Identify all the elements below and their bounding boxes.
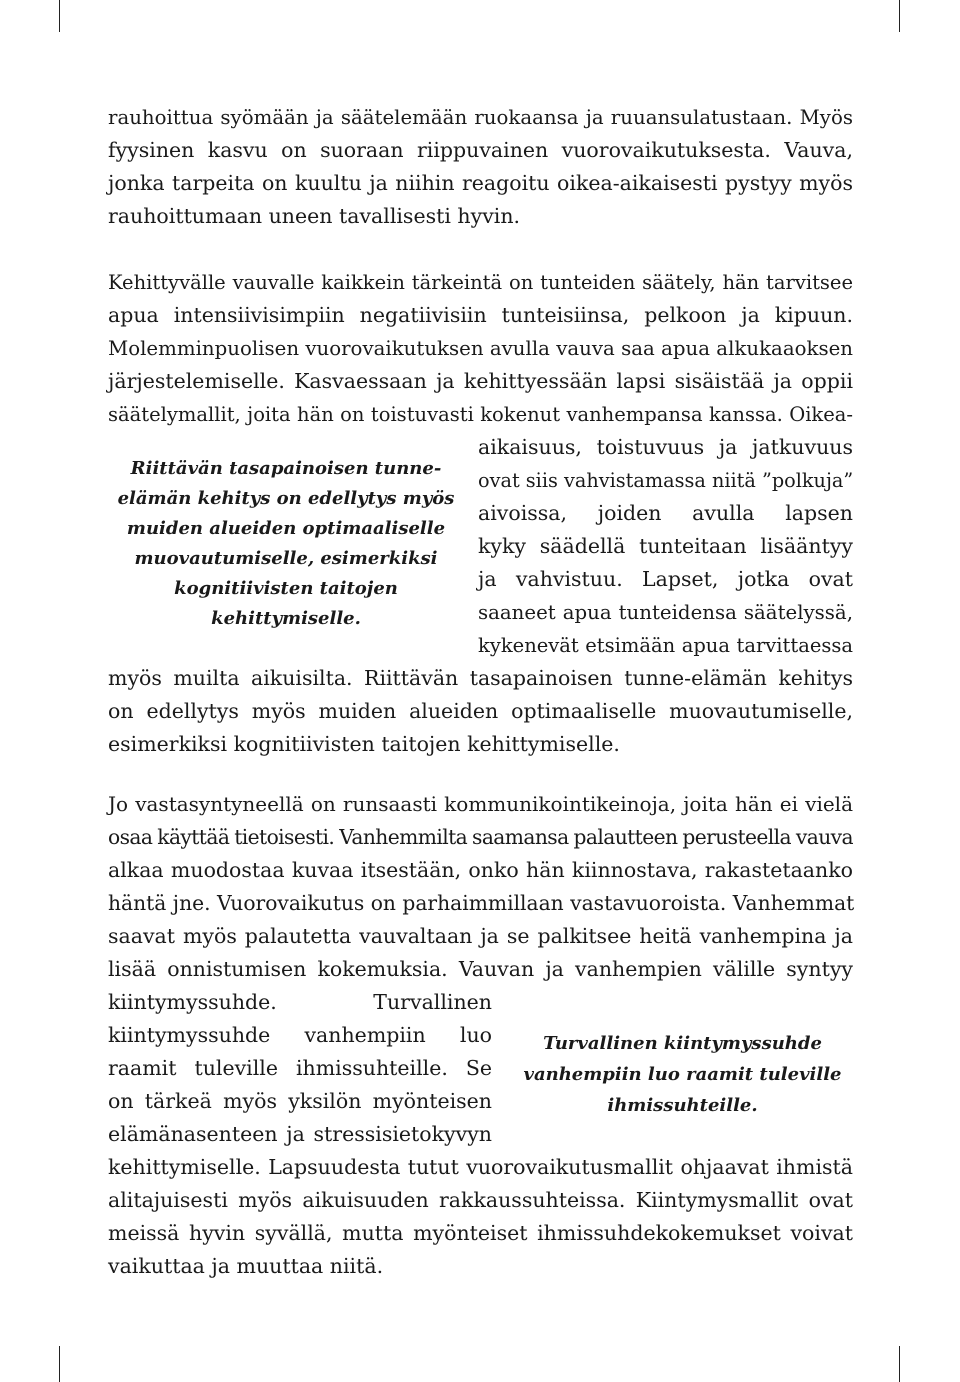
paragraph1-line: jonka tarpeita on kuultu ja niihin reagoitu oikea-aikaisesti pystyy myös — [108, 171, 853, 195]
crop-mark-bottom-left — [59, 1346, 60, 1382]
paragraph3-line: vaikuttaa ja muuttaa niitä. — [108, 1254, 384, 1278]
crop-mark-top-left — [59, 0, 60, 32]
paragraph1-line: rauhoittua syömään ja säätelemään ruokaansa ja ruuansulatustaan. Myös — [108, 106, 853, 129]
paragraph2-line: säätelymallit, joita hän on toistuvasti kokenut vanhempansa kanssa. Oikea- — [108, 403, 853, 426]
paragraph3-column-line: elämänasenteen ja stressisietokyvyn — [108, 1122, 492, 1146]
paragraph3-column-line: on tärkeä myös yksilön myönteisen — [108, 1089, 492, 1113]
pullquote-line: kehittymiselle. — [211, 608, 361, 629]
pullquote-line: kognitiivisten taitojen — [174, 578, 398, 599]
paragraph3-line: kehittymiselle. Lapsuudesta tutut vuorovaikutusmallit ohjaavat ihmistä — [108, 1155, 853, 1179]
paragraph2-column-line: aivoissa, joiden avulla lapsen — [478, 501, 853, 525]
pullquote-line: ihmissuhteille. — [607, 1095, 758, 1116]
paragraph2-line: Kehittyvälle vauvalle kaikkein tärkeintä on tunteiden säätely, hän tarvitsee — [108, 271, 853, 294]
paragraph2-line: järjestelemiselle. Kasvaessaan ja kehittyessään lapsi sisäistää ja oppii — [108, 369, 853, 393]
paragraph3-line: saavat myös palautetta vauvaltaan ja se palkitsee heitä vanhempina ja — [108, 924, 853, 948]
paragraph3-line: häntä jne. Vuorovaikutus on parhaimmillaan vastavuoroista. Vanhemmat — [108, 891, 855, 915]
paragraph3-line: Jo vastasyntyneellä on runsaasti kommunikointikeinoja, joita hän ei vielä — [108, 792, 853, 816]
paragraph2-column-line: ja vahvistuu. Lapset, jotka ovat — [478, 567, 853, 591]
paragraph2-column-line: ovat siis vahvistamassa niitä ”polkuja” — [478, 469, 854, 492]
crop-mark-top-right — [899, 0, 900, 32]
paragraph2-line: apua intensiivisimpiin negatiivisiin tunteisiinsa, pelkoon ja kipuun. — [108, 303, 853, 327]
paragraph3-column-line: kiintymyssuhde. Turvallinen — [108, 990, 492, 1014]
paragraph3-column-line: kiintymyssuhde vanhempiin luo — [108, 1023, 492, 1047]
pullquote-line: Turvallinen kiintymyssuhde — [543, 1033, 822, 1054]
pullquote-line: muovautumiselle, esimerkiksi — [134, 548, 438, 569]
paragraph3-line: lisää onnistumisen kokemuksia. Vauvan ja vanhempien välille syntyy — [108, 957, 853, 981]
paragraph3-line: meissä hyvin syvällä, mutta myönteiset ihmissuhdekokemukset voivat — [108, 1221, 853, 1245]
pullquote-line: Riittävän tasapainoisen tunne- — [130, 458, 442, 479]
pullquote-line: vanhempiin luo raamit tuleville — [523, 1064, 842, 1085]
pullquote-line: muiden alueiden optimaaliselle — [126, 518, 446, 539]
paragraph3-line: osaa käyttää tietoisesti. Vanhemmilta saamansa palautteen perusteella vauva — [108, 825, 853, 849]
paragraph2-column-line: kyky säädellä tunteitaan lisääntyy — [478, 534, 853, 558]
paragraph2-line: Molemminpuolisen vuorovaikutuksen avulla vauva saa apua alkukaaoksen — [108, 337, 853, 360]
paragraph3-column-line: raamit tuleville ihmissuhteille. Se — [108, 1056, 492, 1080]
paragraph2-column-line: kykenevät etsimään apua tarvittaessa — [478, 634, 853, 657]
paragraph2-line: on edellytys myös muiden alueiden optimaaliselle muovautumiselle, — [108, 699, 853, 723]
paragraph2-column-line: aikaisuus, toistuvuus ja jatkuvuus — [478, 435, 853, 459]
paragraph1-line: fyysinen kasvu on suoraan riippuvainen vuorovaikutuksesta. Vauva, — [108, 138, 853, 162]
pullquote-line: elämän kehitys on edellytys myös — [117, 488, 455, 509]
paragraph3-line: alitajuisesti myös aikuisuuden rakkaussuhteissa. Kiintymysmallit ovat — [108, 1188, 853, 1212]
paragraph2-line: myös muilta aikuisilta. Riittävän tasapainoisen tunne-elämän kehitys — [108, 666, 853, 690]
paragraph1-line: rauhoittumaan uneen tavallisesti hyvin. — [108, 204, 521, 228]
paragraph3-line: alkaa muodostaa kuvaa itsestään, onko hän kiinnostava, rakastetaanko — [108, 858, 853, 882]
crop-mark-bottom-right — [899, 1346, 900, 1382]
paragraph2-line: esimerkiksi kognitiivisten taitojen kehittymiselle. — [108, 732, 620, 756]
paragraph2-column-line: saaneet apua tunteidensa säätelyssä, — [478, 601, 853, 624]
